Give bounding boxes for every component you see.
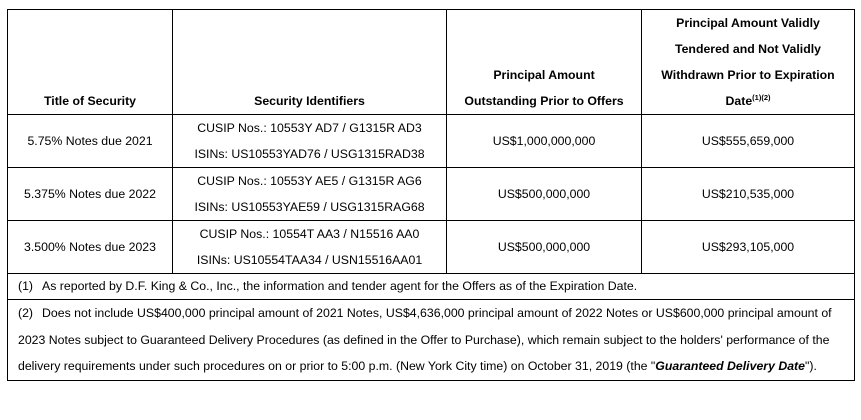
footnote-1 [8,274,855,300]
footnote-1-text: As reported by D.F. King & Co., Inc., the information and tender agent for the Offers as of the Expiration Date. [42,279,638,293]
security-identifiers [173,168,447,221]
tender-results-table [7,9,855,381]
header-title-text: Title of Security [43,94,137,108]
security-identifiers [173,221,447,274]
header-security-identifiers [173,10,447,115]
isin-numbers: ISINs: US10553YAD76 / USG1315RAD38 [194,147,425,161]
header-tendered-line2: Tendered and Not Validly [675,42,821,56]
principal-outstanding: US$500,000,000 [447,168,642,221]
isin-numbers: ISINs: US10553YAE59 / USG1315RAG68 [194,200,425,214]
principal-tendered: US$293,105,000 [642,221,855,274]
footnote-reference: (1)(2) [752,92,771,102]
footnote-1-number: (1) [18,279,34,293]
cusip-numbers: CUSIP Nos.: 10553Y AD7 / G1315R AD3 [197,121,422,135]
header-tendered-line1: Principal Amount Validly [676,16,820,30]
cusip-numbers: CUSIP Nos.: 10554T AA3 / N15516 AA0 [199,227,420,241]
header-tendered-line3: Withdrawn Prior to Expiration [661,68,835,82]
security-title: 3.500% Notes due 2023 [8,221,173,274]
header-row [8,10,855,115]
footnote-row-2 [8,300,855,381]
header-tendered-date-text: Date [725,94,753,108]
defined-term-guaranteed-delivery-date: Guaranteed Delivery Date [655,359,805,373]
footnote-row-1 [8,274,855,300]
footnote-2-text-end: "). [804,359,817,373]
header-outstanding-line2: Outstanding Prior to Offers [464,94,624,108]
header-identifiers-text: Security Identifiers [254,94,365,108]
header-outstanding-line1: Principal Amount [493,68,595,82]
principal-outstanding: US$1,000,000,000 [447,115,642,168]
header-title-of-security [8,10,173,115]
principal-outstanding: US$500,000,000 [447,221,642,274]
security-title: 5.375% Notes due 2022 [8,168,173,221]
cusip-numbers: CUSIP Nos.: 10553Y AE5 / G1315R AG6 [197,174,422,188]
security-identifiers [173,115,447,168]
footnote-2-text: Does not include US$400,000 principal amount of 2021 Notes, US$4,636,000 principal amount of 2022 Notes or US$600,000 principal amount of 2023 Notes subject to Guaranteed Delivery Procedures (as defined in the Offer to Purchase), which remain subject to the holders' performance of the delivery requirements under such procedures on or prior to 5:00 p.m. (New York City time) on October 31, 2019 (the " [18,306,832,373]
principal-tendered: US$210,535,000 [642,168,855,221]
table-row [8,115,855,168]
isin-numbers: ISINs: US10554TAA34 / USN15516AA01 [196,253,423,267]
principal-tendered: US$555,659,000 [642,115,855,168]
table-row [8,221,855,274]
header-principal-outstanding [447,10,642,115]
footnote-2-number: (2) [18,306,34,320]
table-row [8,168,855,221]
header-tendered-line4 [642,88,854,114]
header-principal-tendered [642,10,855,115]
security-title: 5.75% Notes due 2021 [8,115,173,168]
footnote-2 [8,300,855,381]
